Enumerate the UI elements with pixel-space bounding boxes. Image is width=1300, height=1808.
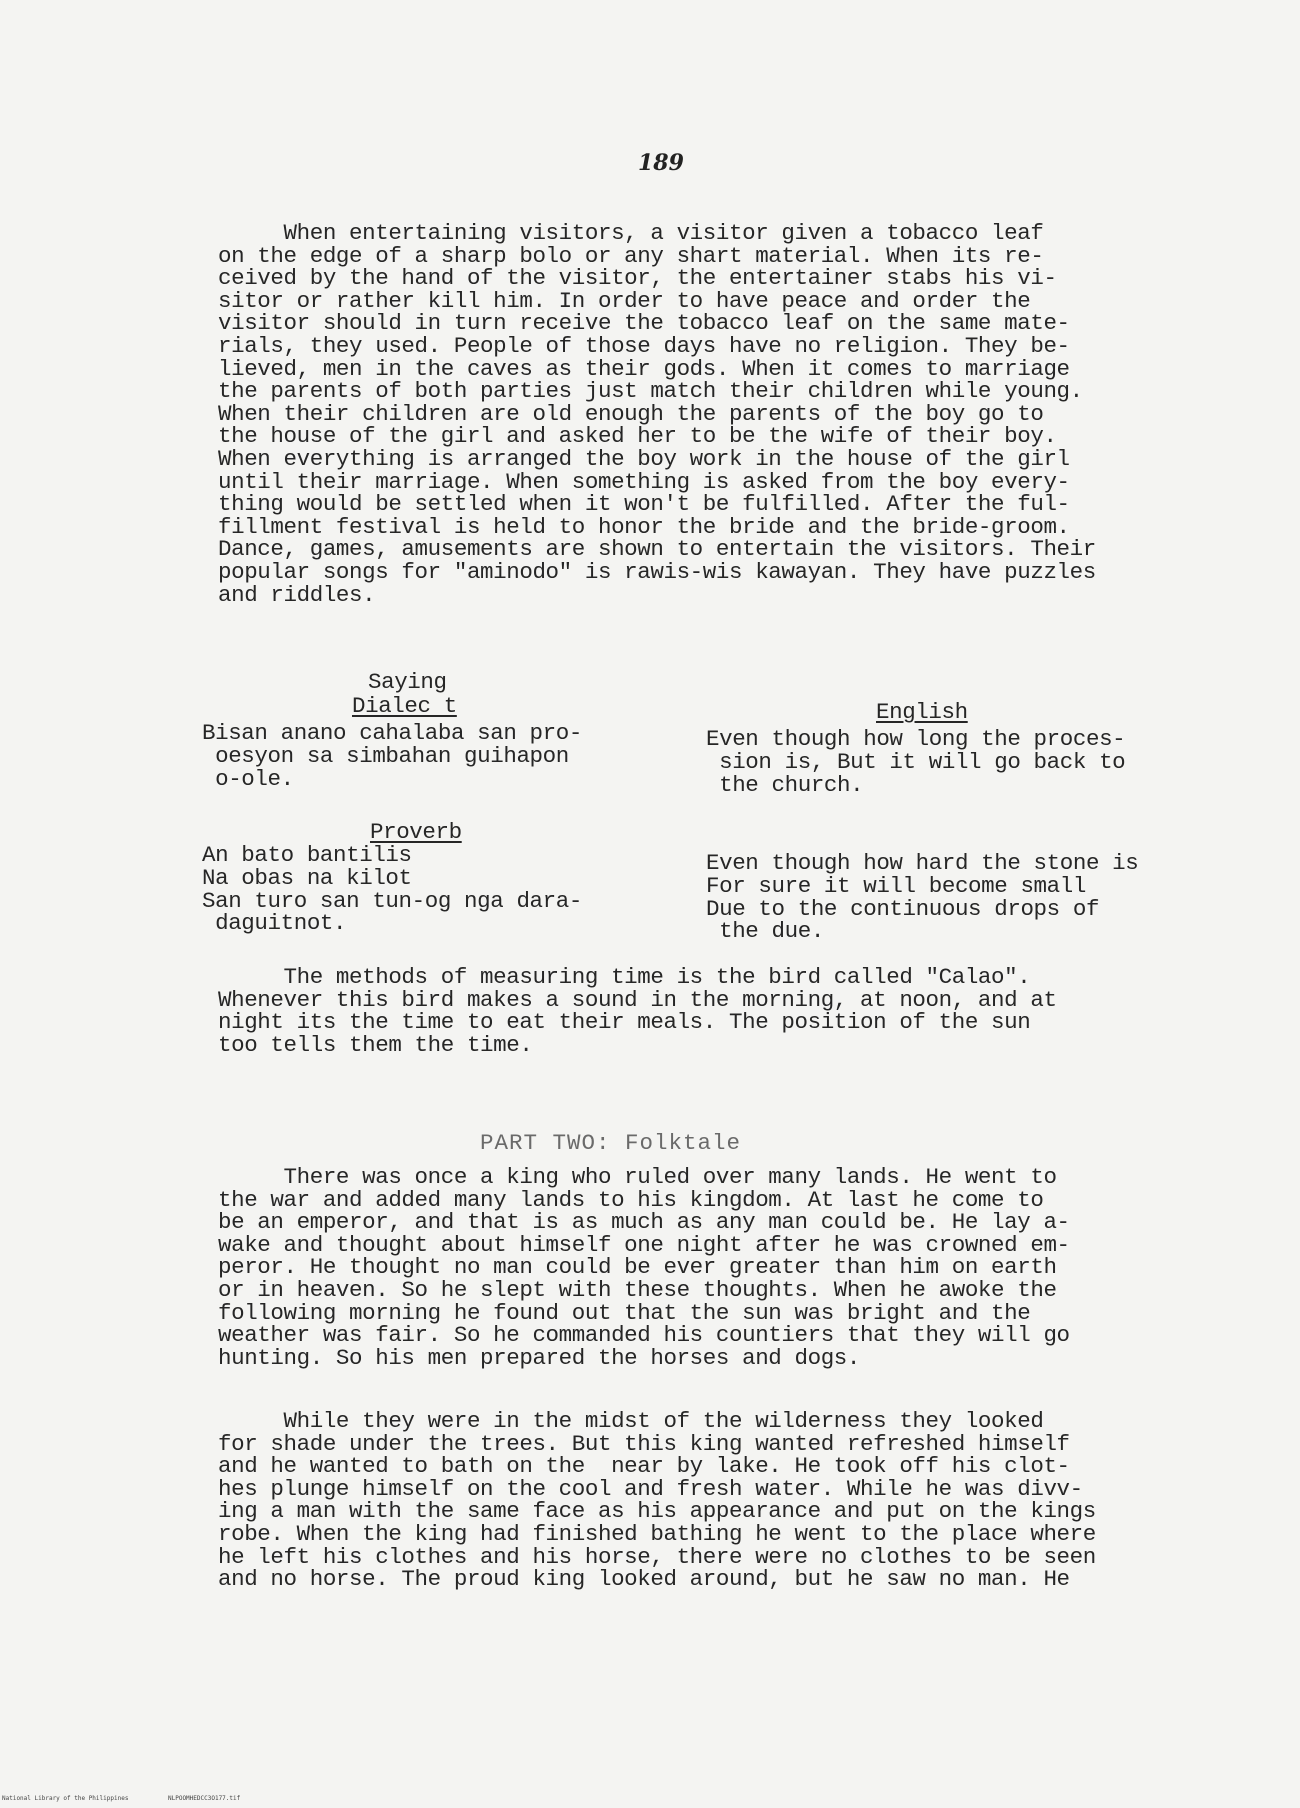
- proverb-dialect-text: An bato bantilis Na obas na kilot San turo san tun-og nga dara- daguitnot.: [202, 842, 582, 937]
- paragraph-customs: When entertaining visitors, a visitor given a tobacco leaf on the edge of a sharp bolo or any shart material. When its re- ceived by the hand of the visitor, the entertainer stabs his vi- sitor or rather kill him. In order to have peace and order the visitor should in turn receive the tobacco leaf on the same mate- rials, they used. People of those days have no religion. They be- lieved, men in the caves as their gods. When it comes to marriage the parents of both parties just match their children while young. When their children are old enough the parents of the boy go to the house of the girl and asked her to be the wife of their boy. When everything is arranged the boy work in the house of the girl until their marriage. When something is asked from the boy every- thing would be settled when it won't be fulfilled. After the ful- fillment festival is held to honor the bride and the bride-groom. Dance, games, amusements are shown to entertain the visitors. Their popular songs for "aminodo" is rawis-wis kawayan. They have puzzles and riddles.: [218, 220, 1096, 608]
- saying-dialect-text: Bisan anano cahalaba san pro- oesyon sa simbahan guihapon o-ole.: [202, 720, 582, 792]
- paragraph-folktale-1: There was once a king who ruled over many lands. He went to the war and added many lands to his kingdom. At last he come to be an emperor, and that is as much as any man could be. He lay a- wake and thought about himself one night after he was crowned em- peror. He thought no man could be ever greater than him on earth or in heaven. So he slept with these thoughts. When he awoke the following morning he found out that the sun was bright and the weather was fair. So he commanded his countiers that they will go hunting. So his men prepared the horses and dogs.: [218, 1164, 1070, 1371]
- saying-dialect-heading: Dialec t: [352, 693, 457, 719]
- saying-english-heading: English: [876, 699, 968, 725]
- paragraph-time: The methods of measuring time is the bird called "Calao". Whenever this bird makes a sound in the morning, at noon, and at night its the time to eat their meals. The position of the sun too tells them the time.: [218, 964, 1057, 1058]
- proverb-heading: Proverb: [370, 819, 462, 845]
- saying-heading: Saying: [368, 669, 447, 695]
- page-number: 189: [638, 150, 684, 176]
- footer-file-name: NLPOOMHEDCC3O177.tif: [168, 1795, 241, 1802]
- saying-english-text: Even though how long the proces- sion is, But it will go back to the church.: [706, 726, 1126, 798]
- footer-library-name: National Library of the Philippines: [2, 1795, 129, 1802]
- section-title: PART TWO: Folktale: [480, 1130, 742, 1156]
- proverb-english-text: Even though how hard the stone is For sure it will become small Due to the continuous drops of the due.: [706, 850, 1139, 945]
- paragraph-folktale-2: While they were in the midst of the wilderness they looked for shade under the trees. But this king wanted refreshed himself and he wanted to bath on the near by lake. He took off his clot- hes plunge himself on the cool and fresh water. While he was divv- ing a man with the same face as his appearance and put on the kings robe. When the king had finished bathing he went to the place where he left his clothes and his horse, there were no clothes to be seen and no horse. The proud king looked around, but he saw no man. He: [218, 1408, 1096, 1593]
